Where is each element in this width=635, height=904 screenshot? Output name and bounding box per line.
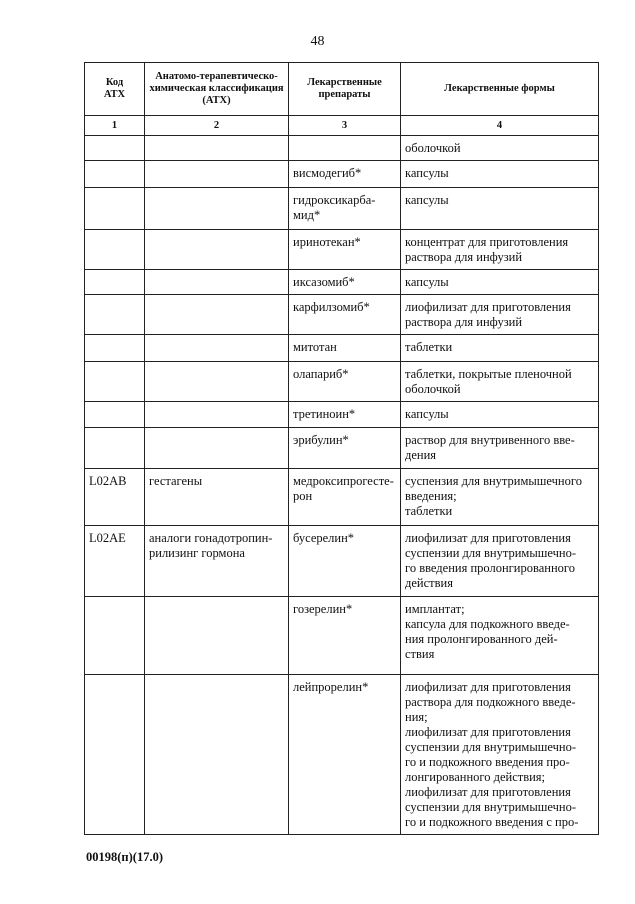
dosage-form-cell: концентрат для приготовления раствора для инфузий: [401, 230, 599, 270]
atc-class-cell: [145, 136, 289, 161]
atc-class-cell: [145, 230, 289, 270]
drug-name-cell: олапариб*: [289, 362, 401, 402]
atc-class-cell: аналоги гонадотропин- рилизинг гормона: [145, 526, 289, 597]
table-row: [85, 136, 599, 161]
table-row: [85, 188, 599, 230]
table-row: [85, 675, 599, 835]
dosage-form-cell: оболочкой: [401, 136, 599, 161]
atc-class-cell: [145, 270, 289, 295]
table-row: [85, 362, 599, 402]
dosage-form-cell: лиофилизат для приготовления раствора для подкожного введе- ния; лиофилизат для приготовления суспензии для внутримышечно- го и подкожного введения про- лонгированного действия; лиофилизат для приготовления суспензии для внутримышечно- го и подкожного введения с про-: [401, 675, 599, 835]
drug-name-cell: эрибулин*: [289, 428, 401, 469]
dosage-form-cell: суспензия для внутримышечного введения; таблетки: [401, 469, 599, 526]
atc-class-cell: [145, 188, 289, 230]
table-row: [85, 161, 599, 188]
table-row: [85, 270, 599, 295]
drug-name-cell: бусерелин*: [289, 526, 401, 597]
atc-class-cell: [145, 402, 289, 428]
dosage-form-cell: таблетки: [401, 335, 599, 362]
drug-name-cell: иксазомиб*: [289, 270, 401, 295]
atc-class-cell: [145, 335, 289, 362]
table-header-row: [85, 63, 599, 116]
column-number: 2: [145, 116, 289, 136]
drug-name-cell: карфилзомиб*: [289, 295, 401, 335]
drug-name-cell: митотан: [289, 335, 401, 362]
drug-name-cell: медроксипрогесте- рон: [289, 469, 401, 526]
table-row: [85, 335, 599, 362]
atc-code-cell: [85, 597, 145, 675]
dosage-form-cell: таблетки, покрытые пленочной оболочкой: [401, 362, 599, 402]
document-code: 00198(п)(17.0): [86, 850, 163, 864]
atc-code-cell: [85, 402, 145, 428]
column-number: 4: [401, 116, 599, 136]
table-row: [85, 295, 599, 335]
dosage-form-cell: раствор для внутривенного вве- дения: [401, 428, 599, 469]
header-atc-classification: Анатомо-терапевтическо- химическая классификация (АТХ): [145, 63, 289, 116]
atc-code-cell: [85, 161, 145, 188]
column-number: 3: [289, 116, 401, 136]
atc-class-cell: [145, 161, 289, 188]
header-atc-code: Код АТХ: [85, 63, 145, 116]
page-number: 48: [310, 34, 325, 49]
drug-name-cell: гозерелин*: [289, 597, 401, 675]
atc-code-cell: [85, 136, 145, 161]
header-dosage-forms: Лекарственные формы: [401, 63, 599, 116]
atc-class-cell: [145, 295, 289, 335]
drug-name-cell: [289, 136, 401, 161]
medication-table: [84, 62, 599, 835]
dosage-form-cell: имплантат; капсула для подкожного введе- ния пролонгированного дей- ствия: [401, 597, 599, 675]
atc-class-cell: [145, 675, 289, 835]
column-number-row: [85, 116, 599, 136]
dosage-form-cell: лиофилизат для приготовления суспензии для внутримышечно- го введения пролонгированного действия: [401, 526, 599, 597]
table-row: [85, 469, 599, 526]
atc-code-cell: [85, 335, 145, 362]
atc-class-cell: [145, 428, 289, 469]
atc-code-cell: [85, 295, 145, 335]
atc-code-cell: [85, 675, 145, 835]
atc-code-cell: L02AB: [85, 469, 145, 526]
drug-name-cell: третиноин*: [289, 402, 401, 428]
atc-code-cell: [85, 188, 145, 230]
drug-name-cell: лейпрорелин*: [289, 675, 401, 835]
atc-code-cell: [85, 270, 145, 295]
dosage-form-cell: лиофилизат для приготовления раствора для инфузий: [401, 295, 599, 335]
drug-name-cell: гидроксикарба- мид*: [289, 188, 401, 230]
table-row: [85, 402, 599, 428]
dosage-form-cell: капсулы: [401, 161, 599, 188]
atc-code-cell: [85, 428, 145, 469]
column-number: 1: [85, 116, 145, 136]
table-row: [85, 597, 599, 675]
atc-class-cell: гестагены: [145, 469, 289, 526]
drug-name-cell: иринотекан*: [289, 230, 401, 270]
atc-code-cell: L02AE: [85, 526, 145, 597]
table-row: [85, 428, 599, 469]
drug-name-cell: висмодегиб*: [289, 161, 401, 188]
dosage-form-cell: капсулы: [401, 402, 599, 428]
dosage-form-cell: капсулы: [401, 188, 599, 230]
header-drugs: Лекарственные препараты: [289, 63, 401, 116]
atc-class-cell: [145, 362, 289, 402]
atc-code-cell: [85, 230, 145, 270]
dosage-form-cell: капсулы: [401, 270, 599, 295]
table-row: [85, 230, 599, 270]
table-row: [85, 526, 599, 597]
atc-code-cell: [85, 362, 145, 402]
atc-class-cell: [145, 597, 289, 675]
